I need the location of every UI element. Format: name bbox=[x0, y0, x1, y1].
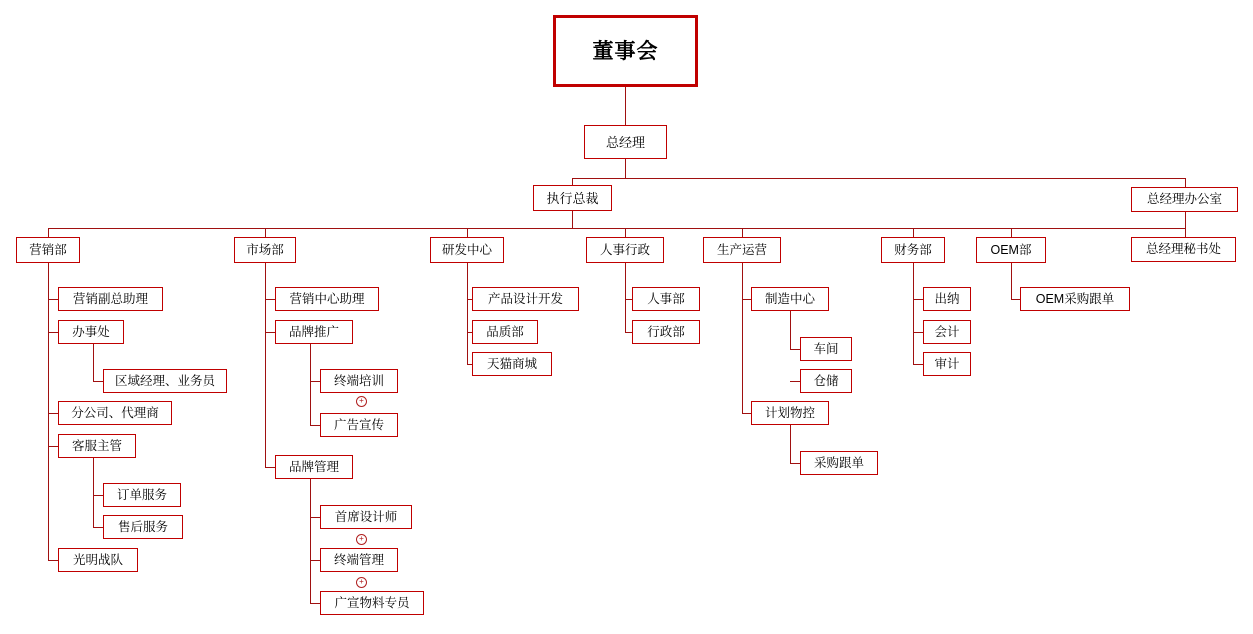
org-node-oem-purchase[interactable]: OEM采购跟单 bbox=[1020, 287, 1130, 311]
connector-line bbox=[265, 467, 275, 468]
org-node-accounting[interactable]: 会计 bbox=[923, 320, 971, 344]
org-node-manu-center[interactable]: 制造中心 bbox=[751, 287, 829, 311]
connector-line bbox=[48, 446, 58, 447]
expand-node-icon[interactable]: + bbox=[356, 577, 367, 588]
org-node-quality[interactable]: 品质部 bbox=[472, 320, 538, 344]
connector-line bbox=[913, 332, 923, 333]
connector-line bbox=[310, 425, 320, 426]
org-node-cs-super[interactable]: 客服主管 bbox=[58, 434, 136, 458]
connector-line bbox=[467, 228, 468, 237]
org-node-cashier[interactable]: 出纳 bbox=[923, 287, 971, 311]
connector-line bbox=[790, 349, 800, 350]
connector-line bbox=[790, 425, 791, 463]
connector-line bbox=[265, 263, 266, 467]
connector-line bbox=[625, 159, 626, 178]
connector-line bbox=[48, 299, 58, 300]
org-node-production[interactable]: 生产运营 bbox=[703, 237, 781, 263]
connector-line bbox=[265, 299, 275, 300]
org-node-gm[interactable]: 总经理 bbox=[584, 125, 667, 159]
connector-line bbox=[625, 263, 626, 332]
connector-line bbox=[310, 603, 320, 604]
connector-line bbox=[310, 344, 311, 425]
org-node-branch-agent[interactable]: 分公司、代理商 bbox=[58, 401, 172, 425]
org-node-promo-material[interactable]: 广宣物料专员 bbox=[320, 591, 424, 615]
connector-line bbox=[742, 299, 751, 300]
connector-line bbox=[93, 458, 94, 527]
org-node-ad-publicity[interactable]: 广告宣传 bbox=[320, 413, 398, 437]
connector-line bbox=[310, 381, 320, 382]
connector-line bbox=[572, 178, 1186, 179]
org-node-brand-manage[interactable]: 品牌管理 bbox=[275, 455, 353, 479]
org-node-workshop[interactable]: 车间 bbox=[800, 337, 852, 361]
org-node-brand-promo[interactable]: 品牌推广 bbox=[275, 320, 353, 344]
connector-line bbox=[572, 178, 573, 185]
connector-line bbox=[48, 560, 58, 561]
org-node-sales-vp-asst[interactable]: 营销副总助理 bbox=[58, 287, 163, 311]
connector-line bbox=[1011, 263, 1012, 299]
connector-line bbox=[913, 364, 923, 365]
connector-line bbox=[1011, 228, 1012, 237]
connector-line bbox=[48, 332, 58, 333]
connector-line bbox=[790, 381, 800, 382]
org-node-finance[interactable]: 财务部 bbox=[881, 237, 945, 263]
org-node-terminal-manage[interactable]: 终端管理 bbox=[320, 548, 398, 572]
connector-line bbox=[265, 332, 275, 333]
connector-line bbox=[310, 479, 311, 603]
connector-line bbox=[572, 211, 573, 228]
expand-node-icon[interactable]: + bbox=[356, 534, 367, 545]
connector-line bbox=[310, 560, 320, 561]
connector-line bbox=[1011, 299, 1020, 300]
org-node-product-design[interactable]: 产品设计开发 bbox=[472, 287, 579, 311]
connector-line bbox=[93, 344, 94, 381]
org-node-purchase-follow[interactable]: 采购跟单 bbox=[800, 451, 878, 475]
connector-line bbox=[265, 228, 266, 237]
connector-line bbox=[790, 311, 791, 349]
org-node-terminal-train[interactable]: 终端培训 bbox=[320, 369, 398, 393]
org-node-rd-center[interactable]: 研发中心 bbox=[430, 237, 504, 263]
connector-line bbox=[742, 228, 743, 237]
org-node-admin-dept[interactable]: 行政部 bbox=[632, 320, 700, 344]
org-node-oem[interactable]: OEM部 bbox=[976, 237, 1046, 263]
org-node-marketing-sales[interactable]: 营销部 bbox=[16, 237, 80, 263]
expand-node-icon[interactable]: + bbox=[356, 396, 367, 407]
connector-line bbox=[742, 413, 751, 414]
connector-line bbox=[93, 381, 103, 382]
org-node-region-mgr[interactable]: 区域经理、业务员 bbox=[103, 369, 227, 393]
org-node-market-dept[interactable]: 市场部 bbox=[234, 237, 296, 263]
connector-line bbox=[467, 263, 468, 364]
connector-line bbox=[1185, 178, 1186, 187]
org-node-hr-admin[interactable]: 人事行政 bbox=[586, 237, 664, 263]
connector-line bbox=[93, 495, 103, 496]
connector-line bbox=[48, 228, 49, 237]
org-node-board[interactable]: 董事会 bbox=[553, 15, 698, 87]
org-node-gm-office[interactable]: 总经理办公室 bbox=[1131, 187, 1238, 212]
connector-line bbox=[310, 517, 320, 518]
org-node-plan-control[interactable]: 计划物控 bbox=[751, 401, 829, 425]
connector-line bbox=[913, 299, 923, 300]
org-node-chief-designer[interactable]: 首席设计师 bbox=[320, 505, 412, 529]
connector-line bbox=[913, 228, 914, 237]
connector-line bbox=[93, 527, 103, 528]
connector-line bbox=[625, 87, 626, 125]
org-node-order-service[interactable]: 订单服务 bbox=[103, 483, 181, 507]
org-node-audit[interactable]: 审计 bbox=[923, 352, 971, 376]
connector-line bbox=[790, 463, 800, 464]
connector-line bbox=[625, 228, 626, 237]
org-node-ceo[interactable]: 执行总裁 bbox=[533, 185, 612, 211]
connector-line bbox=[913, 263, 914, 364]
connector-line bbox=[48, 413, 58, 414]
org-node-hr-dept[interactable]: 人事部 bbox=[632, 287, 700, 311]
org-node-guangming-team[interactable]: 光明战队 bbox=[58, 548, 138, 572]
org-node-after-service[interactable]: 售后服务 bbox=[103, 515, 183, 539]
org-node-office[interactable]: 办事处 bbox=[58, 320, 124, 344]
org-node-warehouse[interactable]: 仓储 bbox=[800, 369, 852, 393]
connector-line bbox=[625, 299, 632, 300]
org-node-tmall[interactable]: 天猫商城 bbox=[472, 352, 552, 376]
connector-line bbox=[742, 263, 743, 413]
org-node-gm-secretary[interactable]: 总经理秘书处 bbox=[1131, 237, 1236, 262]
connector-line bbox=[48, 228, 1185, 229]
org-node-mkt-center-asst[interactable]: 营销中心助理 bbox=[275, 287, 379, 311]
connector-line bbox=[48, 263, 49, 560]
connector-line bbox=[625, 332, 632, 333]
